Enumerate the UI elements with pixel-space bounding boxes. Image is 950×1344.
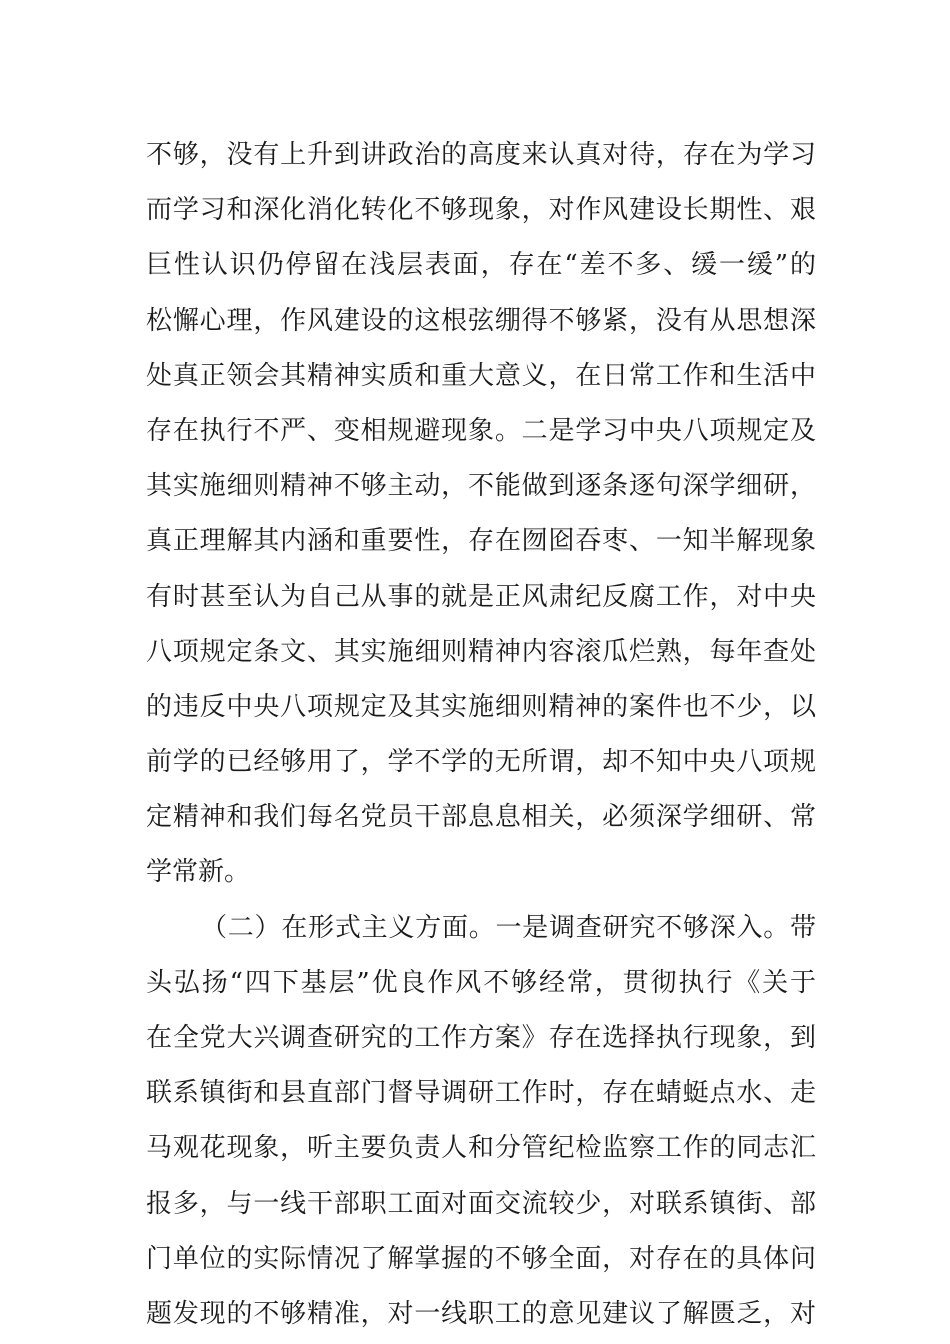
text-line: 存在执行不严、变相规避现象。二是学习中央八项规定及: [146, 415, 816, 446]
text-line: 不够，没有上升到讲政治的高度来认真对待，存在为学习: [146, 140, 816, 170]
text-line: 处真正领会其精神实质和重大意义，在日常工作和生活中: [146, 360, 816, 391]
text-line: 马观花现象，听主要负责人和分管纪检监察工作的同志汇: [146, 1133, 816, 1164]
text-line: 八项规定条文、其实施细则精神内容滚瓜烂熟，每年查处: [146, 636, 816, 667]
text-line: 在全党大兴调查研究的工作方案》存在选择执行现象，到: [146, 1023, 816, 1053]
paragraph-end-line: 学常新。: [146, 857, 251, 888]
text-line: 门单位的实际情况了解掌握的不够全面，对存在的具体问: [146, 1243, 816, 1274]
text-line: 其实施细则精神不够主动，不能做到逐条逐句深学细研，: [146, 471, 816, 502]
text-line: 的违反中央八项规定及其实施细则精神的案件也不少，以: [146, 691, 816, 722]
text-line: 松懈心理，作风建设的这根弦绷得不够紧，没有从思想深: [146, 305, 816, 336]
text-line: 题发现的不够精准，对一线职工的意见建议了解匮乏，对: [146, 1298, 816, 1329]
text-line: 头弘扬“四下基层”优良作风不够经常，贯彻执行《关于: [146, 967, 816, 998]
text-line: 有时甚至认为自己从事的就是正风肃纪反腐工作，对中央: [146, 581, 816, 612]
body-text: [146, 128, 816, 1342]
text-line: 定精神和我们每名党员干部息息相关，必须深学细研、常: [146, 802, 816, 833]
text-line: 真正理解其内涵和重要性，存在囫囵吞枣、一知半解现象: [146, 526, 816, 557]
text-line: 报多，与一线干部职工面对面交流较少，对联系镇街、部: [146, 1188, 816, 1219]
section-heading-line: （二）在形式主义方面。一是调查研究不够深入。带: [201, 912, 816, 943]
text-line: 联系镇街和县直部门督导调研工作时，存在蜻蜓点水、走: [146, 1078, 816, 1109]
text-line: 前学的已经够用了，学不学的无所谓，却不知中央八项规: [146, 747, 816, 778]
text-line: 巨性认识仍停留在浅层表面，存在“差不多、缓一缓”的: [146, 250, 816, 281]
text-line: 而学习和深化消化转化不够现象，对作风建设长期性、艰: [146, 195, 816, 226]
